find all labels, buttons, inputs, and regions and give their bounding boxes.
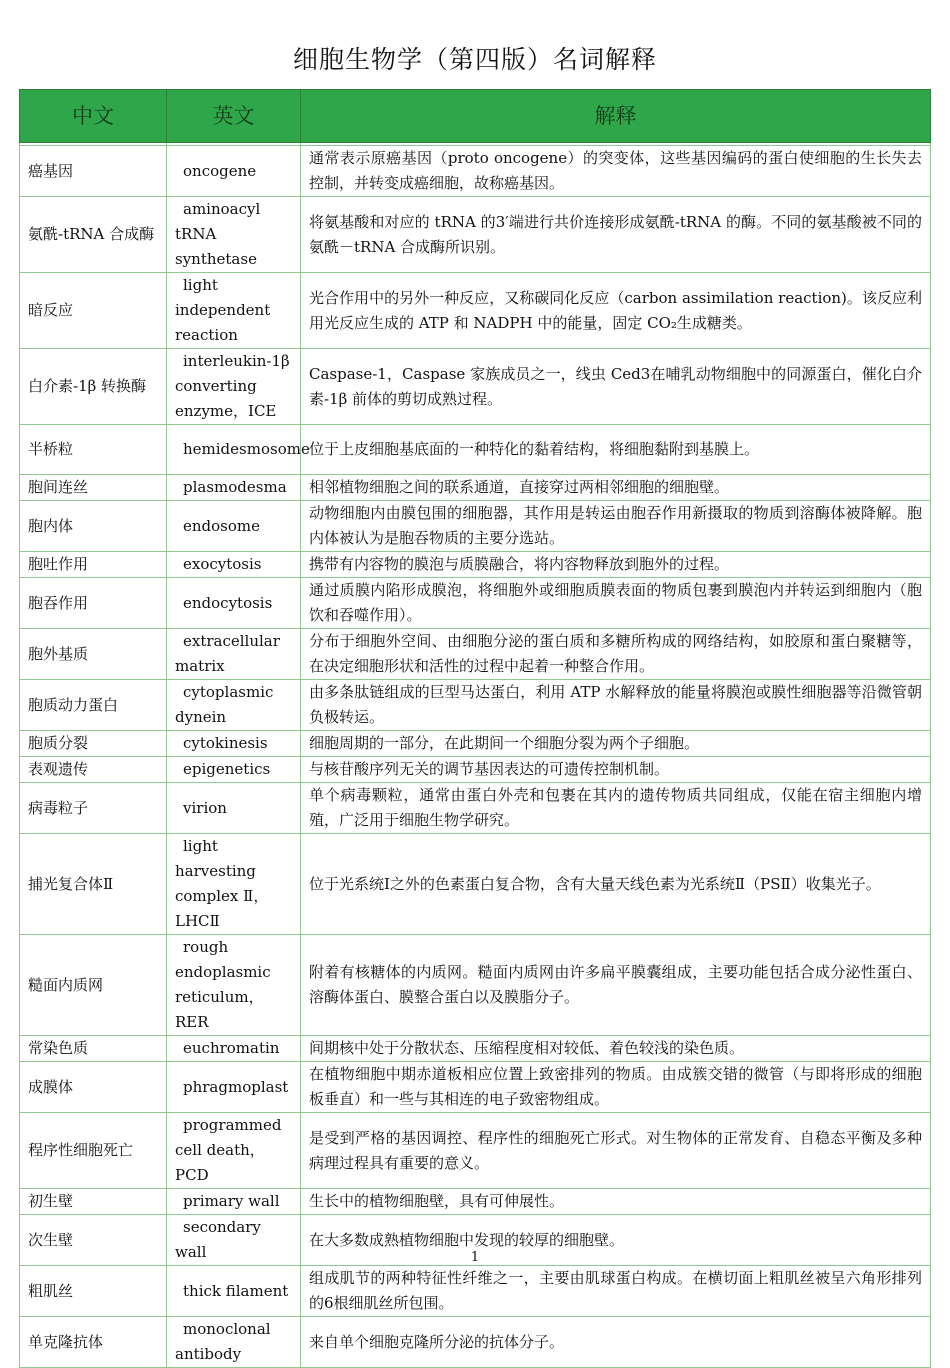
term-chinese: 常染色质	[20, 1036, 167, 1062]
term-chinese: 粗肌丝	[20, 1266, 167, 1317]
term-chinese: 胞内体	[20, 501, 167, 552]
term-explanation: 动物细胞内由膜包围的细胞器，其作用是转运由胞吞作用新摄取的物质到溶酶体被降解。胞内体被认为是胞吞物质的主要分选站。	[301, 501, 931, 552]
term-english: programmed cell death，PCD	[167, 1113, 301, 1189]
term-explanation: 光合作用中的另外一种反应，又称碳同化反应（carbon assimilation reaction)。该反应利用光反应生成的 ATP 和 NADPH 中的能量，固定 CO₂生成糖类。	[301, 273, 931, 349]
term-explanation: 生长中的植物细胞壁，具有可伸展性。	[301, 1189, 931, 1215]
table-row	[20, 197, 931, 273]
header-english: 英文	[167, 90, 301, 143]
term-english: cytoplasmic dynein	[167, 680, 301, 731]
term-chinese: 胞外基质	[20, 629, 167, 680]
term-explanation: 单个病毒颗粒，通常由蛋白外壳和包裹在其内的遗传物质共同组成，仅能在宿主细胞内增殖，广泛用于细胞生物学研究。	[301, 783, 931, 834]
header-chinese: 中文	[20, 90, 167, 143]
term-english: hemidesmosome	[167, 425, 301, 475]
term-chinese: 表观遗传	[20, 757, 167, 783]
term-english: aminoacyl tRNA synthetase	[167, 197, 301, 273]
term-english: virion	[167, 783, 301, 834]
table-row	[20, 501, 931, 552]
header-explanation: 解释	[301, 90, 931, 143]
page-title: 细胞生物学（第四版）名词解释	[292, 45, 657, 74]
term-english: thick filament	[167, 1266, 301, 1317]
term-explanation: 附着有核糖体的内质网。糙面内质网由许多扁平膜囊组成，主要功能包括合成分泌性蛋白、溶酶体蛋白、膜整合蛋白以及膜脂分子。	[301, 935, 931, 1036]
table-row	[20, 783, 931, 834]
term-chinese: 胞吞作用	[20, 578, 167, 629]
term-explanation: 相邻植物细胞之间的联系通道，直接穿过两相邻细胞的细胞壁。	[301, 475, 931, 501]
table-header	[20, 90, 931, 143]
table-row	[20, 1266, 931, 1317]
term-explanation: 将氨基酸和对应的 tRNA 的3′端进行共价连接形成氨酰-tRNA 的酶。不同的氨基酸被不同的氨酰－tRNA 合成酶所识别。	[301, 197, 931, 273]
term-chinese: 胞间连丝	[20, 475, 167, 501]
page-number: 1	[470, 1250, 480, 1265]
table-row	[20, 834, 931, 935]
term-explanation: 来自单个细胞克隆所分泌的抗体分子。	[301, 1317, 931, 1368]
term-english: monoclonal antibody	[167, 1317, 301, 1368]
term-english: endocytosis	[167, 578, 301, 629]
term-explanation: 细胞周期的一部分，在此期间一个细胞分裂为两个子细胞。	[301, 731, 931, 757]
term-chinese: 氨酰-tRNA 合成酶	[20, 197, 167, 273]
term-explanation: 位于光系统Ⅰ之外的色素蛋白复合物，含有大量天线色素为光系统Ⅱ（PSⅡ）收集光子。	[301, 834, 931, 935]
term-english: cytokinesis	[167, 731, 301, 757]
term-english: epigenetics	[167, 757, 301, 783]
term-english: rough endoplasmic reticulum，RER	[167, 935, 301, 1036]
term-explanation: Caspase-1，Caspase 家族成员之一，线虫 Ced3在哺乳动物细胞中的同源蛋白，催化白介素-1β 前体的剪切成熟过程。	[301, 349, 931, 425]
table-row	[20, 1317, 931, 1368]
term-chinese: 白介素-1β 转换酶	[20, 349, 167, 425]
term-english: extracellular matrix	[167, 629, 301, 680]
term-chinese: 初生壁	[20, 1189, 167, 1215]
term-explanation: 在大多数成熟植物细胞中发现的较厚的细胞壁。	[301, 1215, 931, 1266]
table-row	[20, 1062, 931, 1113]
term-chinese: 胞质分裂	[20, 731, 167, 757]
glossary-table	[19, 89, 931, 1368]
term-chinese: 成膜体	[20, 1062, 167, 1113]
term-explanation: 间期核中处于分散状态、压缩程度相对较低、着色较浅的染色质。	[301, 1036, 931, 1062]
term-chinese: 胞吐作用	[20, 552, 167, 578]
table-row	[20, 629, 931, 680]
term-explanation: 由多条肽链组成的巨型马达蛋白，利用 ATP 水解释放的能量将膜泡或膜性细胞器等沿微管朝负极转运。	[301, 680, 931, 731]
table-row	[20, 1189, 931, 1215]
term-english: exocytosis	[167, 552, 301, 578]
term-chinese: 单克隆抗体	[20, 1317, 167, 1368]
table-row	[20, 475, 931, 501]
term-english: oncogene	[167, 146, 301, 197]
term-explanation: 位于上皮细胞基底面的一种特化的黏着结构，将细胞黏附到基膜上。	[301, 425, 931, 475]
table-row	[20, 680, 931, 731]
term-chinese: 程序性细胞死亡	[20, 1113, 167, 1189]
table-row	[20, 1036, 931, 1062]
term-explanation: 通常表示原癌基因（proto oncogene）的突变体，这些基因编码的蛋白使细胞的生长失去控制，并转变成癌细胞，故称癌基因。	[301, 146, 931, 197]
table-body	[20, 143, 931, 1368]
term-chinese: 病毒粒子	[20, 783, 167, 834]
term-chinese: 捕光复合体Ⅱ	[20, 834, 167, 935]
term-chinese: 暗反应	[20, 273, 167, 349]
term-explanation: 与核苷酸序列无关的调节基因表达的可遗传控制机制。	[301, 757, 931, 783]
term-explanation: 通过质膜内陷形成膜泡，将细胞外或细胞质膜表面的物质包裹到膜泡内并转运到细胞内（胞饮和吞噬作用）。	[301, 578, 931, 629]
term-explanation: 携带有内容物的膜泡与质膜融合，将内容物释放到胞外的过程。	[301, 552, 931, 578]
term-explanation: 在植物细胞中期赤道板相应位置上致密排列的物质。由成簇交错的微管（与即将形成的细胞板垂直）和一些与其相连的电子致密物组成。	[301, 1062, 931, 1113]
term-english: phragmoplast	[167, 1062, 301, 1113]
table-row	[20, 425, 931, 475]
table-row	[20, 578, 931, 629]
table-row	[20, 349, 931, 425]
term-english: light harvesting complex Ⅱ，LHCⅡ	[167, 834, 301, 935]
term-explanation: 分布于细胞外空间、由细胞分泌的蛋白质和多糖所构成的网络结构，如胶原和蛋白聚糖等，在决定细胞形状和活性的过程中起着一种整合作用。	[301, 629, 931, 680]
term-english: plasmodesma	[167, 475, 301, 501]
term-explanation: 是受到严格的基因调控、程序性的细胞死亡形式。对生物体的正常发育、自稳态平衡及多种病理过程具有重要的意义。	[301, 1113, 931, 1189]
term-english: endosome	[167, 501, 301, 552]
table-row	[20, 146, 931, 197]
term-english: secondary wall	[167, 1215, 301, 1266]
term-chinese: 半桥粒	[20, 425, 167, 475]
term-explanation: 组成肌节的两种特征性纤维之一，主要由肌球蛋白构成。在横切面上粗肌丝被呈六角形排列的6根细肌丝所包围。	[301, 1266, 931, 1317]
term-english: primary wall	[167, 1189, 301, 1215]
table-row	[20, 731, 931, 757]
table-row	[20, 757, 931, 783]
table-row	[20, 935, 931, 1036]
term-chinese: 糙面内质网	[20, 935, 167, 1036]
term-chinese: 胞质动力蛋白	[20, 680, 167, 731]
table-row	[20, 1113, 931, 1189]
term-english: euchromatin	[167, 1036, 301, 1062]
term-english: light independent reaction	[167, 273, 301, 349]
term-chinese: 次生壁	[20, 1215, 167, 1266]
table-row	[20, 552, 931, 578]
term-english: interleukin-1β converting enzyme，ICE	[167, 349, 301, 425]
term-chinese: 癌基因	[20, 146, 167, 197]
table-row	[20, 273, 931, 349]
